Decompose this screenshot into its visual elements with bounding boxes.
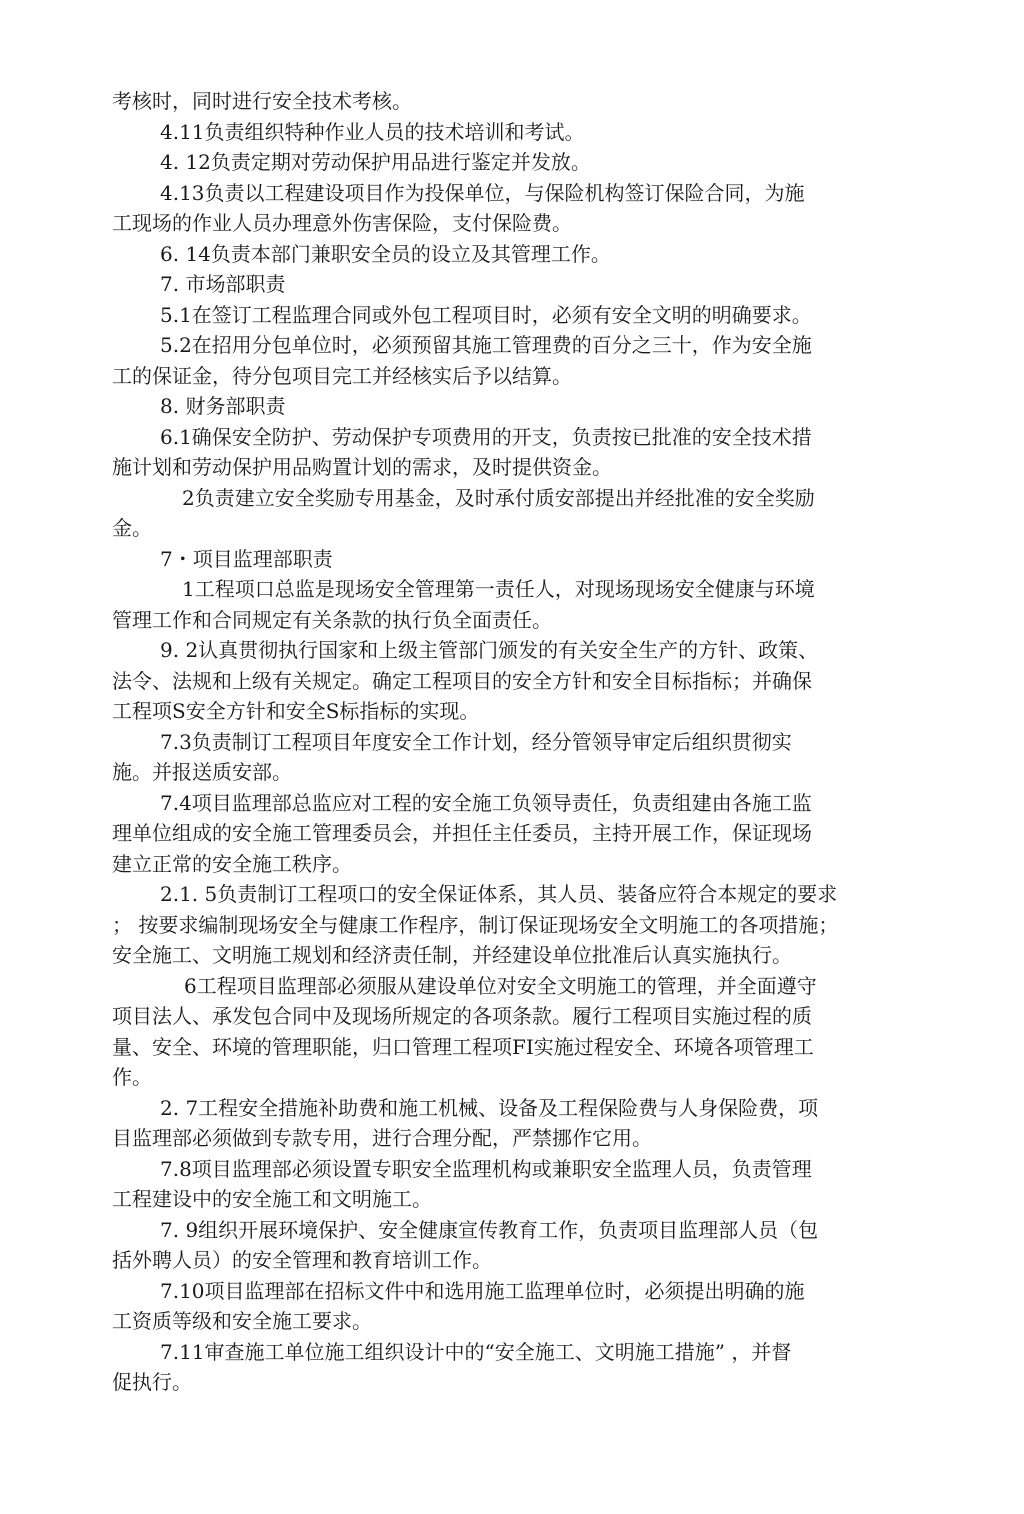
text-line: 6.1确保安全防护、劳动保护专项费用的开支，负责按已批准的安全技术措 [160, 424, 812, 449]
text-line: ； 按要求编制现场安全与健康工作程序，制订保证现场安全文明施工的各项措施； [112, 912, 839, 937]
text-line: 9. 2认真贯彻执行国家和上级主管部门颁发的有关安全生产的方针、政策、 [160, 638, 819, 662]
text-line: 2. 7工程安全措施补助费和施工机械、设备及工程保险费与人身保险费，项 [160, 1095, 819, 1120]
section-heading: 8. 财务部职责 [160, 394, 286, 418]
text-line: 项目法人、承发包合同中及现场所规定的各项条款。履行工程项目实施过程的质 [112, 1004, 812, 1028]
text-line: 理单位组成的安全施工管理委员会，并担任主任委员，主持开展工作，保证现场 [112, 821, 812, 845]
text-line: 6. 14负责本部门兼职安全员的设立及其管理工作。 [160, 241, 611, 266]
text-line: 工程建设中的安全施工和文明施工。 [112, 1187, 432, 1211]
text-line: 4. 12负责定期对劳动保护用品进行鉴定并发放。 [160, 150, 591, 174]
text-line: 7. 9组织开展环境保护、安全健康宣传教育工作，负责项目监理部人员（包 [160, 1217, 819, 1242]
text-line: 7.3负责制订工程项目年度安全工作计划，经分管领导审定后组织贯彻实 [160, 729, 792, 754]
text-line: 工现场的作业人员办理意外伤害保险，支付保险费。 [112, 211, 572, 235]
text-line: 工资质等级和安全施工要求。 [112, 1309, 372, 1333]
text-line: 金。 [112, 516, 152, 540]
text-line: 7.11审查施工单位施工组织设计中的“安全施工、文明施工措施” ，并督 [160, 1339, 792, 1364]
text-line: 5.2在招用分包单位时，必须预留其施工管理费的百分之三十，作为安全施 [160, 333, 812, 357]
document-body [112, 86, 912, 1398]
text-line: 目监理部必须做到专款专用，进行合理分配，严禁挪作它用。 [112, 1126, 652, 1150]
text-line: 5.1在签订工程监理合同或外包工程项目时，必须有安全文明的明确要求。 [160, 302, 812, 327]
text-line: 7.10项目监理部在招标文件中和选用施工监理单位时，必须提出明确的施 [160, 1278, 805, 1303]
text-line: 法令、法规和上级有关规定。确定工程项目的安全方针和安全目标指标；并确保 [112, 668, 812, 693]
text-line: 作。 [112, 1065, 152, 1089]
text-line: 管理工作和合同规定有关条款的执行负全面责任。 [112, 607, 552, 632]
text-line: 7.8项目监理部必须设置专职安全监理机构或兼职安全监理人员，负责管理 [160, 1156, 812, 1181]
text-line: 7.4项目监理部总监应对工程的安全施工负领导责任，负责组建由各施工监 [160, 790, 812, 815]
section-heading: 7・项目监理部职责 [160, 546, 333, 571]
text-line: 施计划和劳动保护用品购置计划的需求，及时提供资金。 [112, 455, 612, 479]
text-line: 1工程项口总监是现场安全管理第一责任人，对现场现场安全健康与环境 [182, 577, 815, 601]
text-line: 4.11负责组织特种作业人员的技术培训和考试。 [160, 119, 585, 144]
text-line: 工程项S安全方针和安全S标指标的实现。 [112, 699, 480, 723]
text-line: 2.1. 5负责制订工程项口的安全保证体系，其人员、装备应符合本规定的要求 [160, 882, 838, 906]
text-line: 4.13负责以工程建设项目作为投保单位，与保险机构签订保险合同，为施 [160, 180, 805, 205]
text-line: 考核时，同时进行安全技术考核。 [112, 89, 412, 113]
text-line: 施。并报送质安部。 [112, 760, 292, 784]
text-line: 括外聘人员）的安全管理和教育培训工作。 [112, 1248, 492, 1272]
text-line: 促执行。 [112, 1370, 192, 1394]
text-line: 2负责建立安全奖励专用基金，及时承付质安部提出并经批准的安全奖励 [182, 485, 815, 510]
text-line: 6工程项目监理部必须服从建设单位对安全文明施工的管理，并全面遵守 [184, 973, 817, 998]
text-line: 工的保证金，待分包项目完工并经核实后予以结算。 [112, 363, 572, 388]
text-line: 安全施工、文明施工规划和经济责任制，并经建设单位批准后认真实施执行。 [112, 943, 792, 967]
text-line: 量、安全、环境的管理职能，归口管理工程项FI实施过程安全、环境各项管理工 [112, 1034, 814, 1059]
section-heading: 7. 市场部职责 [160, 272, 286, 296]
text-line: 建立正常的安全施工秩序。 [112, 851, 352, 876]
